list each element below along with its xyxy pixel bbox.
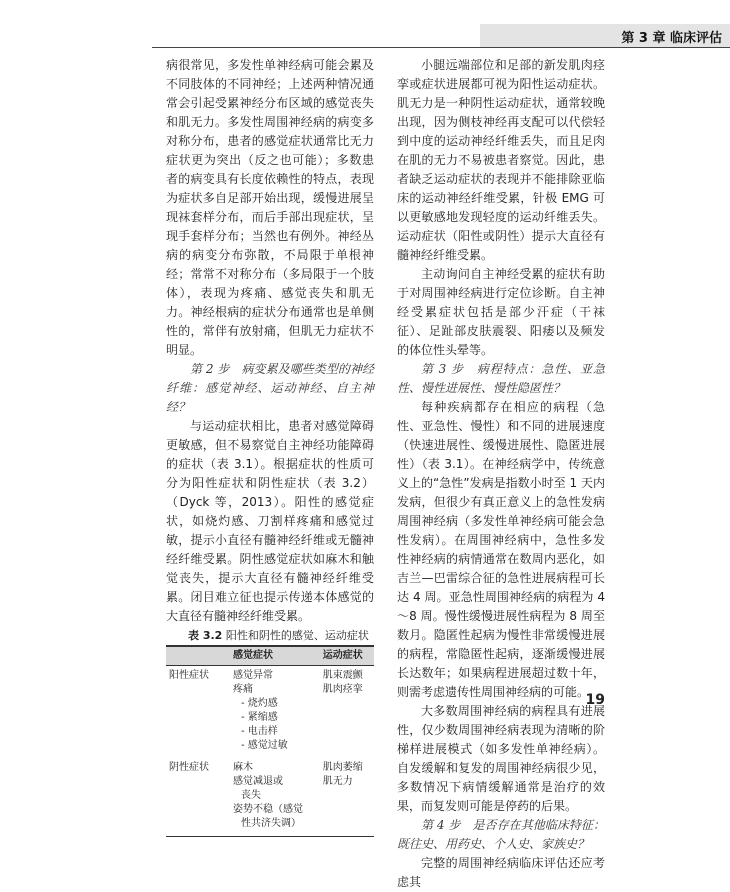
cell-line: 丧失 — [241, 790, 261, 801]
right-paragraph-5: 完整的周围神经病临床评估还应考虑其 — [397, 856, 605, 889]
table-row — [166, 758, 374, 837]
page-number: 19 — [585, 692, 605, 708]
right-paragraph-4: 大多数周围神经病的病程具有进展性，仅少数周围神经病表现为清晰的阶梯样进展模式（如多发性单神经病）。自发缓解和复发的周围神经病很少见，多数情况下病情缓解通常是治疗的效果，而复发则可能是停药的后果。 — [397, 704, 605, 813]
step-2-heading: 第 2 步 病变累及哪些类型的神经纤维：感觉神经、运动神经、自主神经？ — [166, 362, 374, 414]
cell-line: - 烧灼感 — [241, 698, 278, 709]
step-4-heading: 第 4 步 是否存在其他临床特征：既往史、用药史、个人史、家族史？ — [397, 818, 605, 851]
right-paragraph-3: 每种疾病都存在相应的病程（急性、亚急性、慢性）和不同的进展速度（快速进展性、缓慢进展性、隐匿进展性）（表 3.1）。在神经病学中，传统意义上的“急性”发病是指数小时至 1 天内发病，但很少有真正意义上的急性发病周围神经病（多发性单神经病可能会急性发病）。在周围神经病中，急性多发性神经病的病情通常在数周内恶化，如吉兰—巴雷综合征的急性进展病程可长达 4 周。亚急性周围神经病的病程为 4～8 周。慢性缓慢进展性病程为 8 周至数月。隐匿性起病为慢性非常缓慢进展的病程，常隐匿性起病，逐渐缓慢进展长达数年；如果病程进展超过数十年，则需考虑遗传性周围神经病的可能。 — [397, 400, 605, 699]
cell-line: 感觉减退或 — [233, 776, 283, 787]
left-paragraph-2: 与运动症状相比，患者对感觉障碍更敏感，但不易察觉自主神经功能障碍的症状（表 3.1）。根据症状的性质可分为阳性症状和阴性症状（表 3.2）（Dyck 等，2013）。阳性的感觉症状，如烧灼感、刀割样疼痛和感觉过敏，提示小直径有髓神经纤维或无髓神经纤维受累。阴性感觉症状如麻木和触觉丧失，提示大直径有髓神经纤维受累。闭目难立征也提示传递本体感觉的大直径有髓神经纤维受累。 — [166, 419, 374, 623]
cell-line: - 电击样 — [241, 726, 278, 737]
right-paragraph-1: 小腿远端部位和足部的新发肌肉痉挛或症状进展都可视为阳性运动症状。肌无力是一种阴性运动症状，通常较晚出现，因为侧枝神经再支配可以代偿轻到中度的运动神经纤维丢失，而且足肉在肌的无力不易被患者察觉。因此，患者缺乏运动症状的表现并不能排除亚临床的运动神经纤维受累，针极 EMG 可以更敏感地发现轻度的运动纤维丢失。运动症状（阳性或阴性）提示大直径有髓神经纤维受累。 — [397, 58, 605, 262]
step-3-heading: 第 3 步 病程特点：急性、亚急性、慢性进展性、慢性隐匿性？ — [397, 362, 605, 395]
cell-line: 肌束震颤 — [322, 670, 363, 681]
cell-line: 麻木 — [233, 762, 253, 773]
cell-line: 肌肉萎缩 — [322, 762, 363, 773]
right-column — [397, 56, 605, 892]
cell-line: 姿势不稳（感觉 — [233, 804, 303, 815]
table-header-cell — [166, 646, 230, 666]
cell-line: 感觉异常 — [233, 670, 273, 681]
sensory-cell — [230, 666, 320, 759]
cell-line: - 紧缩感 — [241, 712, 278, 723]
symptom-table — [166, 645, 374, 837]
row-label: 阴性症状 — [166, 758, 230, 837]
motor-cell — [320, 758, 374, 837]
cell-line: 疼痛 — [233, 684, 253, 695]
header-rule — [152, 47, 730, 48]
row-label: 阳性症状 — [169, 670, 209, 681]
cell-line: 肌肉痉挛 — [322, 684, 363, 695]
table-label: 表 3.2 — [188, 629, 223, 642]
sensory-cell — [230, 758, 320, 837]
cell-line: 性共济失调） — [241, 818, 301, 829]
table-header-cell: 运动症状 — [320, 646, 374, 666]
table-header-cell: 感觉症状 — [230, 646, 320, 666]
table-title: 阳性和阴性的感觉、运动症状 — [225, 629, 369, 642]
chapter-header: 第 3 章 临床评估 — [480, 24, 730, 48]
right-paragraph-2: 主动询问自主神经受累的症状有助于对周围神经病进行定位诊断。自主神经受累症状包括是部少汗症（干袜征）、足趾部皮肤震裂、阳痿以及频发的体位性头晕等。 — [397, 267, 605, 357]
cell-line: - 感觉过敏 — [241, 740, 288, 751]
left-paragraph-1: 病很常见，多发性单神经病可能会累及不同肢体的不同神经；上述两种情况通常会引起受累神经分布区域的感觉丧失和肌无力。多发性周围神经病的病变多对称分布，患者的感觉症状通常比无力症状更为突出（反之也可能）；多数患者的病变具有长度依赖性的特点，表现为症状多自足部开始出现，缓慢进展呈现袜套样分布，而后手部出现症状，呈现手套样分布；当然也有例外。神经丛病的病变分布弥散，不局限于单根神经；常常不对称分布（多局限于一个肢体），表现为疼痛、感觉丧失和肌无力。神经根病的症状分布通常也是单侧性的，常伴有放射痛，但肌无力症状不明显。 — [166, 58, 374, 357]
cell-line: 肌无力 — [322, 776, 353, 787]
motor-cell — [320, 666, 374, 759]
left-column — [166, 56, 374, 837]
table-header-row — [166, 646, 374, 666]
table-row — [166, 666, 374, 759]
table-caption — [166, 626, 374, 645]
